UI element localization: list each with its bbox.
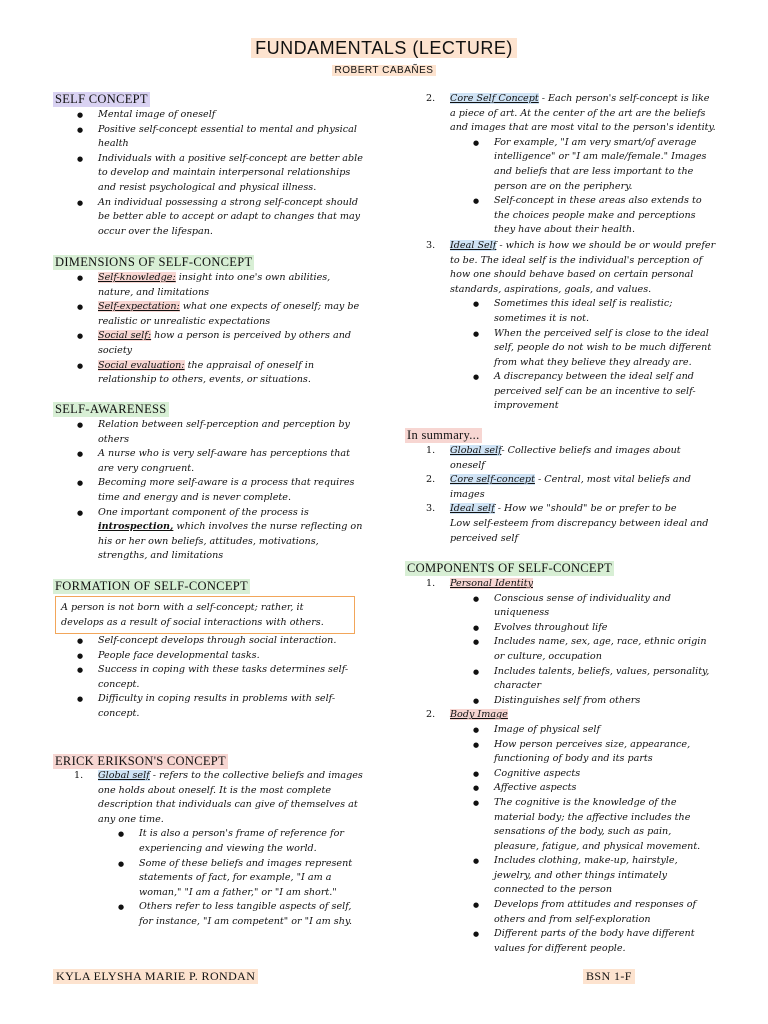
list-item: ● Self-concept develops through social interaction.	[54, 634, 364, 649]
list-item: ● Image of physical self	[450, 723, 718, 738]
list-item: ● Develops from attitudes and responses of others and from self-exploration	[450, 898, 718, 927]
page-title: FUNDAMENTALS (LECTURE)	[0, 38, 768, 59]
list-item: ● Evolves throughout life	[450, 621, 718, 636]
list-item: ● Self-concept in these areas also extends to the choices people make and perceptions they have about their health.	[450, 194, 718, 238]
list-item: ● It is also a person's frame of reference for experiencing and viewing the world.	[95, 827, 366, 856]
list-item: ● Includes clothing, make-up, hairstyle, jewelry, and other things intimately connected to the person	[450, 854, 718, 898]
summary-item: 1. Global self- Collective beliefs and images about oneself	[426, 445, 681, 471]
list-item: ● How person perceives size, appearance, functioning of body and its parts	[450, 738, 718, 767]
dimension-term: Social evaluation:	[98, 359, 185, 371]
list-item: ● Some of these beliefs and images represent statements of fact, for example, "I am a woman," "I am a father," or "I am short."	[95, 857, 366, 901]
list-item: ● Includes name, sex, age, race, ethnic origin or culture, occupation	[450, 635, 718, 664]
list-item	[54, 329, 364, 358]
list-item: ● For example, "I am very smart/of average intelligence" or "I am male/female." Images and beliefs that are less important to the person are on the periphery.	[450, 136, 718, 194]
heading-components: COMPONENTS OF SELF-CONCEPT	[407, 561, 613, 575]
list-item: ● Others refer to less tangible aspects of self, for instance, "I am competent" or "I am shy.	[95, 900, 366, 929]
list-item: ● Becoming more self-aware is a process that requires time and energy and is never complete.	[54, 476, 364, 505]
list-item: ● Affective aspects	[450, 781, 718, 796]
summary-item: 2. Core self-concept - Central, most vital beliefs and images	[426, 474, 691, 500]
list-item-global-self: 1. Global self - refers to the collective beliefs and images one holds about oneself. It is the most complete description that individuals can give of themselves at any one time. ● It is also a person's frame of reference for experiencing and viewing the world. ● Some of these beliefs and images represent statements of fact, for example, "I am a woman," "I am a father," or "I am short." ● Others refer to less tangible aspects of self, for instance, "I am competent" or "I am shy.	[54, 769, 366, 930]
dimension-term: Self-expectation:	[98, 301, 180, 313]
dimensions-list	[54, 271, 364, 388]
list-item: ● A nurse who is very self-aware has perceptions that are very congruent.	[54, 447, 364, 476]
list-item: ● When the perceived self is close to the ideal self, people do not wish to be much different from what they believe they already are.	[450, 327, 718, 371]
dimension-term: Self-knowledge:	[98, 272, 176, 283]
list-item	[54, 271, 364, 300]
list-item: ● Difficulty in coping results in problems with self-concept.	[54, 692, 364, 721]
list-item: ● Includes talents, beliefs, values, personality, character	[450, 665, 718, 694]
list-item: ● One important component of the process is introspection, which involves the nurse reflecting on his or her own beliefs, attitudes, motivations, strengths, and limitations	[54, 506, 364, 564]
list-item: ● Success in coping with these tasks determines self-concept.	[54, 663, 364, 692]
self-awareness-list	[54, 418, 364, 564]
footer-student-name: KYLA ELYSHA MARIE P. RONDAN	[53, 969, 258, 984]
formation-list	[54, 634, 364, 722]
list-item: ● Distinguishes self from others	[450, 694, 718, 709]
list-item: ● An individual possessing a strong self-concept should be better able to accept or adapt to changes that may occur over the lifespan.	[54, 196, 364, 240]
author-name: ROBERT CABAÑES	[0, 65, 768, 76]
core-self-list	[406, 92, 718, 414]
erikson-list	[54, 769, 366, 930]
formation-callout-box: A person is not born with a self-concept; rather, it develops as a result of social interactions with others.	[55, 596, 355, 634]
summary-note: Low self-esteem from discrepancy between ideal and perceived self	[450, 517, 709, 544]
footer-section: BSN 1-F	[583, 969, 635, 984]
heading-self-awareness: SELF-AWARENESS	[55, 402, 167, 416]
list-item: ● The cognitive is the knowledge of the material body; the affective includes the sensations of the body, such as pain, pleasure, fatigue, and physical movement.	[450, 796, 718, 854]
list-item: ● Sometimes this ideal self is realistic; sometimes it is not.	[450, 297, 718, 326]
list-item: ● Mental image of oneself	[54, 108, 364, 123]
self-concept-list	[54, 108, 364, 239]
summary-list	[406, 444, 718, 546]
heading-erikson: ERICK ERIKSON'S CONCEPT	[55, 754, 226, 768]
list-item-ideal-self: 3. Ideal Self - which is how we should be or would prefer to be. The ideal self is the individual's perception of how one should behave based on certain personal standards, aspirations, goals, and values. ● Sometimes this ideal self is realistic; sometimes it is not. ● When the perceived self is close to the ideal self, people do not wish to be much different from what they believe they already are. ● A discrepancy between the ideal self and perceived self can be an incentive to self-improvement	[406, 239, 718, 414]
list-item: ● People face developmental tasks.	[54, 649, 364, 664]
list-item	[54, 300, 364, 329]
heading-dimensions: DIMENSIONS OF SELF-CONCEPT	[55, 255, 253, 269]
list-item-body-image: 2. Body Image ● Image of physical self ● How person perceives size, appearance, functioning of body and its parts ● Cognitive aspects ● Affective aspects ● The cognitive is the knowledge of the material body; the affective includes the sensations of the body, such as pain, pleasure, fatigue, and physical movement. ● Includes clothing, make-up, hairstyle, jewelry, and other things intimately connected to the person ● Develops from attitudes and responses of others and from self-exploration ● Different parts of the body have different values for different people.	[406, 708, 718, 956]
list-item-core-self: 2. Core Self Concept - Each person's self-concept is like a piece of art. At the center of the art are the beliefs and images that are most vital to the person's identity. ● For example, "I am very smart/of average intelligence" or "I am male/female." Images and beliefs that are less important to the person are on the periphery. ● Self-concept in these areas also extends to the choices people make and perceptions they have about their health.	[406, 92, 718, 238]
list-item	[54, 359, 364, 388]
list-item: ● Conscious sense of individuality and uniqueness	[450, 592, 718, 621]
dimension-term: Social self:	[98, 330, 152, 342]
list-item: ● Individuals with a positive self-concept are better able to develop and maintain interpersonal relationships and resist psychological and physical illness.	[54, 152, 364, 196]
list-item: ● A discrepancy between the ideal self and perceived self can be an incentive to self-improvement	[450, 370, 718, 414]
list-item: ● Relation between self-perception and perception by others	[54, 418, 364, 447]
list-item: ● Cognitive aspects	[450, 767, 718, 782]
dimension-text: insight into one's own abilities, nature, and limitations	[98, 272, 331, 298]
components-list	[406, 577, 718, 956]
heading-self-concept: SELF CONCEPT	[55, 92, 148, 106]
heading-formation: FORMATION OF SELF-CONCEPT	[55, 579, 248, 593]
list-item: ● Different parts of the body have different values for different people.	[450, 927, 718, 956]
dimension-text: what one expects of oneself; may be realistic or unrealistic expectations	[98, 301, 360, 327]
dimension-text: the appraisal of oneself in relationship to others, events, or situations.	[98, 359, 315, 386]
heading-summary: In summary...	[407, 428, 480, 442]
dimension-text: how a person is perceived by others and society	[98, 330, 352, 356]
list-item-personal-identity: 1. Personal Identity ● Conscious sense of individuality and uniqueness ● Evolves throughout life ● Includes name, sex, age, race, ethnic origin or culture, occupation ● Includes talents, beliefs, values, personality, character ● Distinguishes self from others	[406, 577, 718, 708]
summary-item: 3. Ideal self - How we "should" be or prefer to be	[426, 503, 677, 515]
list-item: ● Positive self-concept essential to mental and physical health	[54, 123, 364, 152]
